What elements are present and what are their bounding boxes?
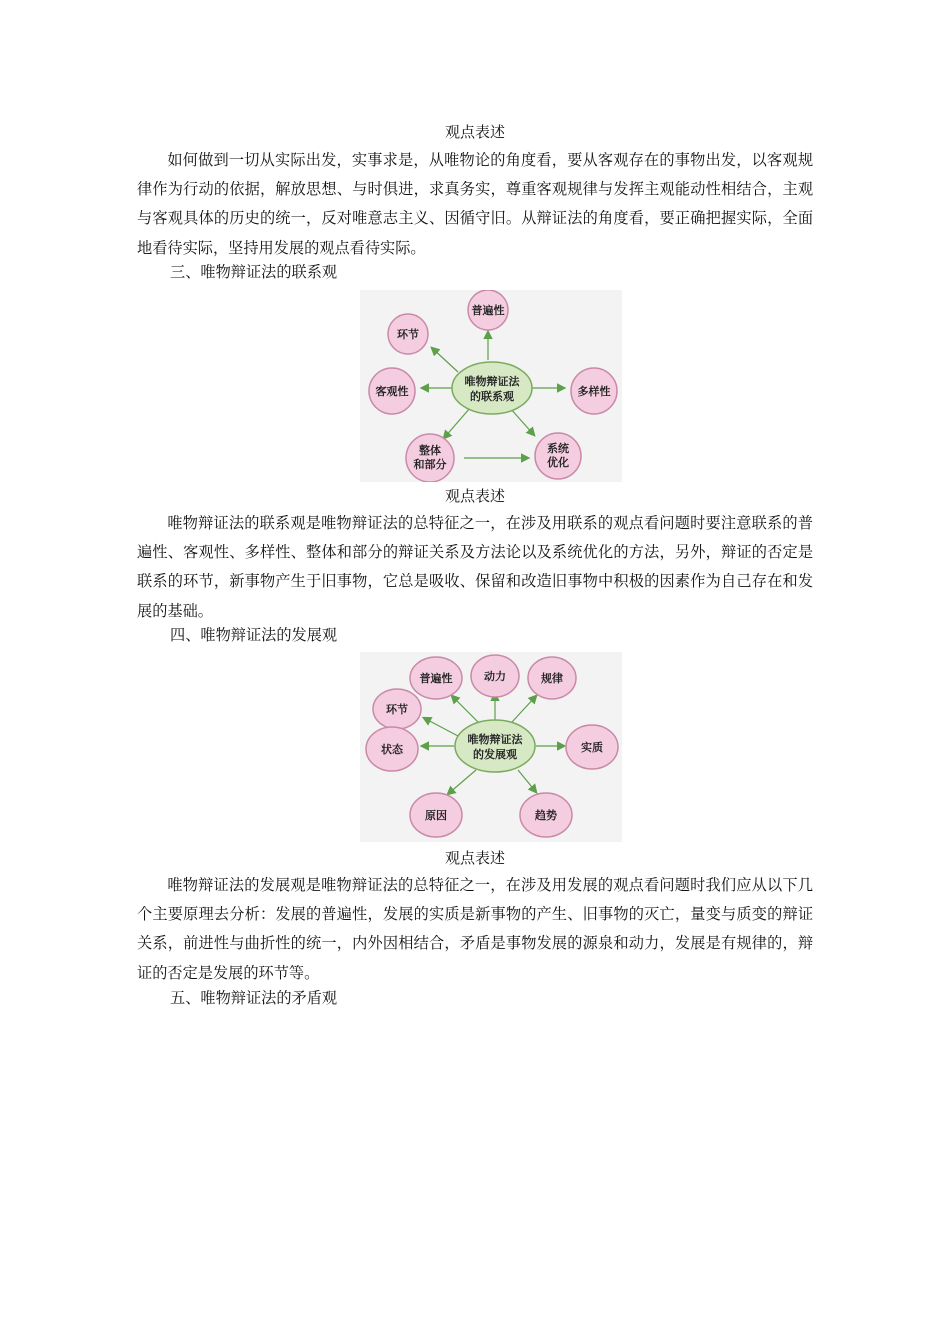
- node-trend-label: 趋势: [535, 809, 557, 822]
- paragraph-practice: 如何做到一切从实际出发，实事求是，从唯物论的角度看，要从客观存在的事物出发，以客观规律作为行动的依据，解放思想、与时俱进，求真务实，尊重客观规律与发挥主观能动性相结合，主观与客观具体的历史的统一，反对唯意志主义、因循守旧。从辩证法的角度看，要正确把握实际，全面地看待实际，坚持用发展的观点看待实际。: [137, 151, 813, 257]
- heading-development-view: 四、唯物辩证法的发展观: [170, 626, 338, 644]
- node-link-label: 环节: [386, 703, 408, 716]
- node-universality-label: 普遍性: [419, 672, 453, 685]
- node-driving-force-label: 动力: [484, 670, 506, 683]
- center-node-line1: 唯物辩证法: [464, 375, 520, 388]
- center-node: [452, 362, 532, 414]
- node-universality-label: 普遍性: [471, 304, 505, 317]
- node-law-label: 规律: [541, 672, 563, 685]
- node-system-optimization-line1: 系统: [547, 442, 569, 455]
- node-cause-label: 原因: [425, 809, 447, 822]
- center-node: [455, 720, 535, 772]
- caption-viewpoint-3: 观点表述: [444, 849, 505, 867]
- heading-contradiction-view: 五、唯物辩证法的矛盾观: [170, 989, 338, 1007]
- node-objectivity-label: 客观性: [375, 385, 409, 398]
- node-whole-and-part-line1: 整体: [419, 444, 441, 457]
- center-node-line2: 的发展观: [473, 748, 517, 761]
- center-node-line1: 唯物辩证法: [467, 733, 523, 746]
- node-state-label: 状态: [381, 743, 403, 756]
- caption-viewpoint-2: 观点表述: [444, 487, 505, 505]
- node-system-optimization-line2: 优化: [547, 456, 569, 469]
- connection-view-diagram: [360, 290, 622, 482]
- node-diversity-label: 多样性: [577, 385, 611, 398]
- development-view-diagram: [360, 652, 622, 842]
- node-essence-label: 实质: [581, 741, 603, 754]
- heading-connection-view: 三、唯物辩证法的联系观: [170, 263, 338, 281]
- paragraph-development-view: 唯物辩证法的发展观是唯物辩证法的总特征之一，在涉及用发展的观点看问题时我们应从以下几个主要原理去分析：发展的普遍性，发展的实质是新事物的产生、旧事物的灭亡，量变与质变的辩证关系，前进性与曲折性的统一，内外因相结合，矛盾是事物发展的源泉和动力，发展是有规律的，辩证的否定是发展的环节等。: [137, 876, 813, 982]
- caption-viewpoint-1: 观点表述: [444, 123, 505, 141]
- paragraph-connection-view: 唯物辩证法的联系观是唯物辩证法的总特征之一，在涉及用联系的观点看问题时要注意联系的普遍性、客观性、多样性、整体和部分的辩证关系及方法论以及系统优化的方法，另外，辩证的否定是联系的环节，新事物产生于旧事物，它总是吸收、保留和改造旧事物中积极的因素作为自己存在和发展的基础。: [137, 514, 813, 620]
- node-link-label: 环节: [397, 328, 419, 341]
- node-whole-and-part-line2: 和部分: [413, 458, 447, 471]
- center-node-line2: 的联系观: [470, 390, 514, 403]
